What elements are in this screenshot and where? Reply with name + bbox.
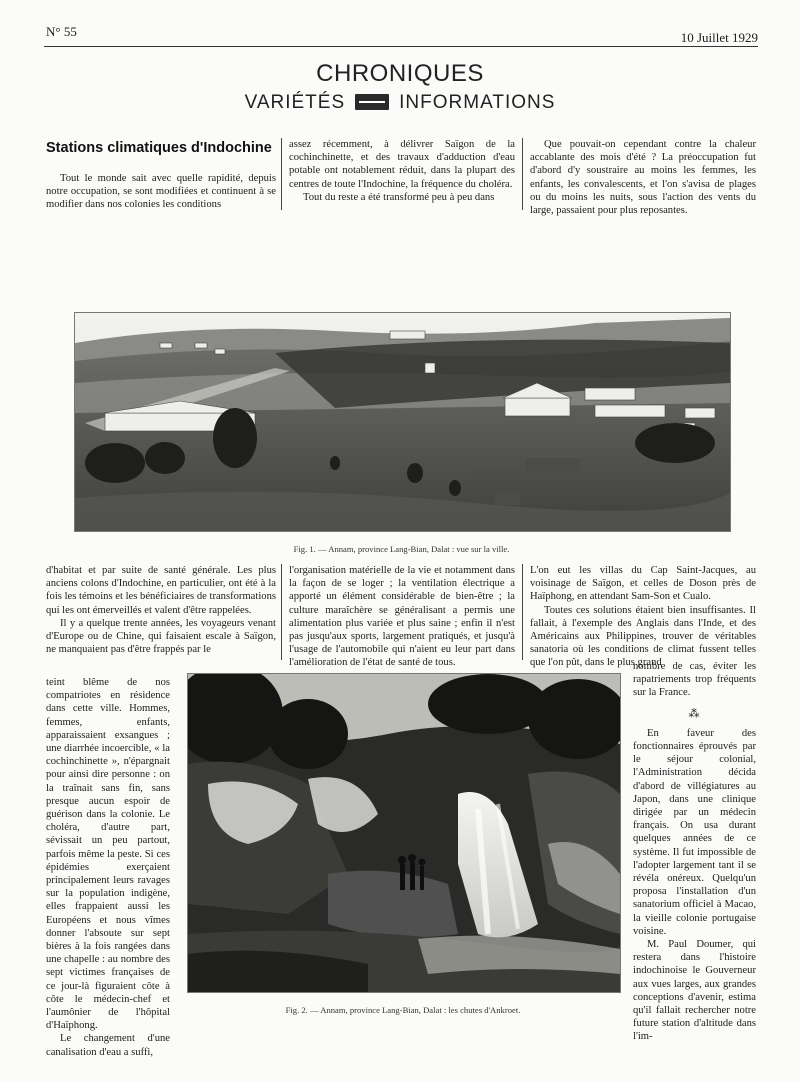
paragraph: teint blême de nos compatriotes en résidence dans cette ville. Hommes, femmes, enfants, apparaissaient exsangues ; une diarrhée incoercible, « la cochinchinette », n'épargnait pour ainsi dire personne : on la traînait sans fin, sans presque aucun espoir de guérison dans la colonie. Le choléra, d'autre part, sévissait un peu partout, parfois même la peste. Si ces épidémies exerçaient principalement leurs ravages sur la population indigène, elles frappaient aussi les Européens et nous vîmes donner l'absoute sur sept bières à la fois rangées dans une chapelle : au nombre des sept victimes françaises de ce jour-là figuraient côte à côte le médecin-chef et l'aumônier de l'hôpital d'Haïphong.	[46, 677, 170, 1032]
paragraph: M. Paul Doumer, qui restera dans l'histoire indochinoise le Gouverneur aux vues larges, aux grandes conceptions d'avenir, estima qu'il fallait rechercher notre future station d'altitude dans l'im-	[633, 939, 756, 1043]
figure-2-caption: Fig. 2. — Annam, province Lang-Bian, Dalat : les chutes d'Ankroet.	[285, 1005, 521, 1015]
figure-2-photo	[187, 673, 621, 993]
top-column-1	[46, 172, 276, 212]
section-stars: ⁂	[688, 707, 701, 720]
right-narrow-column	[633, 660, 756, 1044]
paragraph: assez récemment, à délivrer Saïgon de la cochinchinette, et des travaux d'adduction d'eau potable ont notablement réduit, dans la plupart des centres de toute l'Indochine, la fréquence du choléra.	[289, 139, 515, 190]
column-divider	[281, 564, 282, 660]
subtitle-varietes: VARIÉTÉS	[244, 92, 346, 113]
paragraph: d'habitat et par suite de santé générale. Les plus anciens colons d'Indochine, en particulier, ont été à la fois les témoins et les bénéficiaires de transformations qui les ont émerveillés et valent d'être rappelées.	[46, 565, 276, 616]
middle-column-1	[46, 564, 276, 656]
middle-column-2	[289, 564, 515, 670]
column-divider	[522, 564, 523, 660]
issue-number: N° 55	[46, 24, 77, 39]
left-narrow-column	[46, 676, 170, 1059]
figure-1-photo	[74, 312, 731, 532]
paragraph: Il y a quelque trente années, les voyageurs venant d'Europe ou de Chine, qui faisaient escale à Saïgon, ne manquaient pas d'être frappés par le	[46, 617, 276, 656]
article-title: Stations climatiques d'Indochine	[46, 140, 272, 156]
header-rule	[44, 46, 758, 47]
top-column-2	[289, 138, 515, 204]
paragraph: nombre de cas, éviter les rapatriements trop fréquents sur la France.	[633, 661, 756, 699]
dalat-town-view-image	[75, 313, 730, 531]
ankroet-waterfall-image	[188, 674, 620, 992]
paragraph: Tout le monde sait avec quelle rapidité, depuis notre occupation, se sont modifiées et continuent à se modifier dans nos colonies les conditions	[46, 173, 276, 211]
paragraph: Toutes ces solutions étaient bien insuffisantes. Il fallait, à l'exemple des Anglais dans l'Inde, et des Américains aux Philippines, trouver de véritables sanatoria où les conditions de climat fussent telles que l'on pût, dans le plus grand	[530, 604, 756, 669]
section-subtitle	[0, 92, 800, 114]
paragraph: Le changement d'une canalisation d'eau a suffi,	[46, 1033, 170, 1058]
column-divider	[522, 138, 523, 210]
ornament-icon	[355, 94, 389, 110]
column-divider	[281, 138, 282, 210]
subtitle-informations: INFORMATIONS	[399, 92, 556, 113]
figure-1-caption: Fig. 1. — Annam, province Lang-Bian, Dalat : vue sur la ville.	[293, 544, 510, 554]
paragraph: En faveur des fonctionnaires éprouvés par le séjour colonial, l'Administration décida d'abord de villégiatures au Japon, dans une clinique dirigée par un médecin français. On usa durant quelques années de ce système. Il fut impossible de l'adopter largement tant il se révéla onéreux. Quelqu'un proposa l'installation d'un sanatorium officiel à Macao, la vieille colonie portugaise voisine.	[633, 727, 756, 937]
section-title: CHRONIQUES	[316, 60, 484, 87]
paragraph: Tout du reste a été transformé peu à peu dans	[303, 191, 495, 203]
issue-date: 10 Juillet 1929	[680, 30, 758, 45]
paragraph: l'organisation matérielle de la vie et notamment dans la façon de se loger ; la ventilation électrique a apporté un élément considérable de bien-être ; la culture maraîchère se généralisant a permis une alimentation plus variée et plus saine ; enfin il n'est pas jusqu'aux sports, largement pratiqués, et jusqu'à l'usage de l'automobile qui n'aient eu leur part dans l'amélioration de l'état de santé de tous.	[289, 565, 515, 669]
top-column-3	[530, 138, 756, 217]
paragraph: Que pouvait-on cependant contre la chaleur accablante des mois d'été ? La préoccupation fut d'abord d'y soustraire au moins les femmes, les enfants, les convalescents, et l'on s'avisa de plages ou du moins les nuits, sous l'action des vents du large, passaient pour plus reposantes.	[530, 139, 756, 217]
middle-column-3	[530, 564, 756, 670]
paragraph: L'on eut les villas du Cap Saint-Jacques, au voisinage de Saïgon, et celles de Doson près de Haïphong, en attendant Sam-Son et Cualo.	[530, 565, 756, 603]
